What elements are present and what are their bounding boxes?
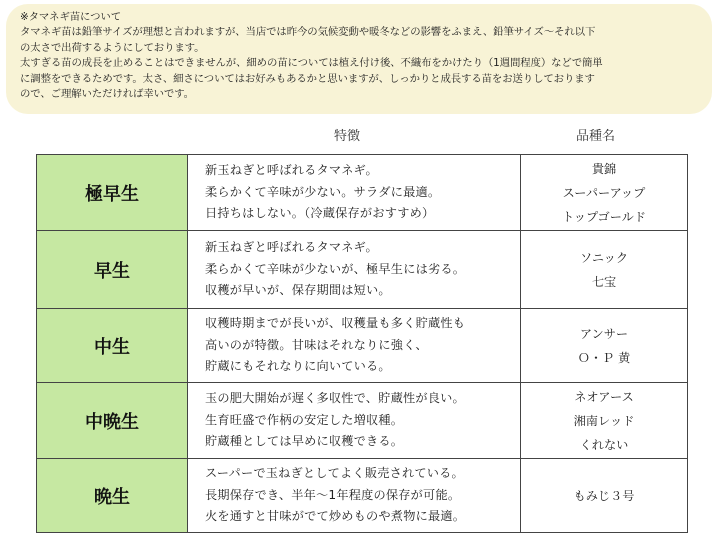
feature-line: 柔らかくて辛味が少ない。サラダに最適。 bbox=[205, 184, 441, 199]
notice-line: 太すぎる苗の成長を止めることはできませんが、細めの苗については植え付け後、不織布をかけたり（1週間程度）などで簡単 bbox=[20, 57, 603, 70]
varieties-cell bbox=[521, 231, 688, 309]
features-cell bbox=[188, 459, 521, 533]
feature-line: 柔らかくて辛味が少ないが、極早生には劣る。 bbox=[205, 261, 466, 276]
feature-line: 火を通すと甘味がでて炒めものや煮物に最適。 bbox=[205, 509, 466, 524]
table-row bbox=[37, 309, 688, 383]
category-cell: 中生 bbox=[37, 309, 188, 383]
variety-name: ネオアース bbox=[574, 389, 634, 404]
varieties-column-header: 品種名 bbox=[576, 129, 616, 144]
variety-name: Ｏ・Ｐ 黄 bbox=[577, 350, 631, 365]
variety-name: 湘南レッド bbox=[573, 413, 635, 428]
onion-seedling-notice bbox=[6, 4, 712, 114]
variety-name: もみじ３号 bbox=[573, 488, 635, 503]
feature-line: 新玉ねぎと呼ばれるタマネギ。 bbox=[205, 240, 378, 255]
variety-name: 七宝 bbox=[591, 274, 617, 289]
table-row bbox=[37, 231, 688, 309]
variety-name: くれない bbox=[579, 437, 629, 452]
variety-name: アンサー bbox=[579, 326, 629, 341]
varieties-cell bbox=[521, 309, 688, 383]
feature-line: 貯蔵種としては早めに収穫できる。 bbox=[205, 434, 404, 449]
variety-name: トップゴールド bbox=[561, 209, 647, 224]
onion-variety-table bbox=[36, 154, 688, 533]
feature-line: 新玉ねぎと呼ばれるタマネギ。 bbox=[205, 163, 378, 178]
feature-line: スーパーで玉ねぎとしてよく販売されている。 bbox=[205, 466, 464, 481]
features-cell bbox=[188, 383, 521, 459]
feature-line: 日持ちはしない。（冷蔵保存がおすすめ） bbox=[205, 206, 435, 221]
notice-line: に調整をできるためです。太さ、細さについてはお好みもあるかと思いますが、しっかりと成長する苗をお送りしております bbox=[20, 72, 595, 85]
notice-line: タマネギ苗は鉛筆サイズが理想と言われますが、当店では昨今の気候変動や暖冬などの影響をふまえ、鉛筆サイズ～それ以下 bbox=[20, 26, 596, 39]
variety-name: ソニック bbox=[579, 250, 629, 265]
table-row bbox=[37, 383, 688, 459]
category-cell: 極早生 bbox=[37, 155, 188, 231]
features-column-header: 特徴 bbox=[334, 129, 361, 144]
features-cell bbox=[188, 309, 521, 383]
feature-line: 収穫が早いが、保存期間は短い。 bbox=[205, 283, 391, 298]
feature-line: 長期保存でき、半年～1年程度の保存が可能。 bbox=[205, 487, 461, 502]
varieties-cell bbox=[521, 459, 688, 533]
varieties-cell bbox=[521, 383, 688, 459]
table-row bbox=[37, 155, 688, 231]
features-cell bbox=[188, 231, 521, 309]
varieties-cell bbox=[521, 155, 688, 231]
table-row bbox=[37, 459, 688, 533]
notice-line: の太さで出荷するようにしております。 bbox=[20, 41, 205, 54]
notice-line: ※タマネギ苗について bbox=[20, 11, 122, 23]
variety-name: スーパーアップ bbox=[562, 185, 646, 200]
category-cell: 早生 bbox=[37, 231, 188, 309]
feature-line: 収穫時期までが長いが、収穫量も多く貯蔵性も bbox=[205, 316, 466, 331]
category-cell: 晩生 bbox=[37, 459, 188, 533]
category-cell: 中晩生 bbox=[37, 383, 188, 459]
features-cell bbox=[188, 155, 521, 231]
notice-line: ので、ご理解いただければ幸いです。 bbox=[20, 88, 194, 101]
variety-name: 貴錦 bbox=[591, 161, 617, 176]
feature-line: 玉の肥大開始が遅く多収性で、貯蔵性が良い。 bbox=[205, 391, 465, 406]
feature-line: 生育旺盛で作柄の安定した増収種。 bbox=[205, 412, 404, 427]
feature-line: 貯蔵にもそれなりに向いている。 bbox=[205, 359, 391, 374]
feature-line: 高いのが特徴。甘味はそれなりに強く、 bbox=[205, 337, 428, 352]
